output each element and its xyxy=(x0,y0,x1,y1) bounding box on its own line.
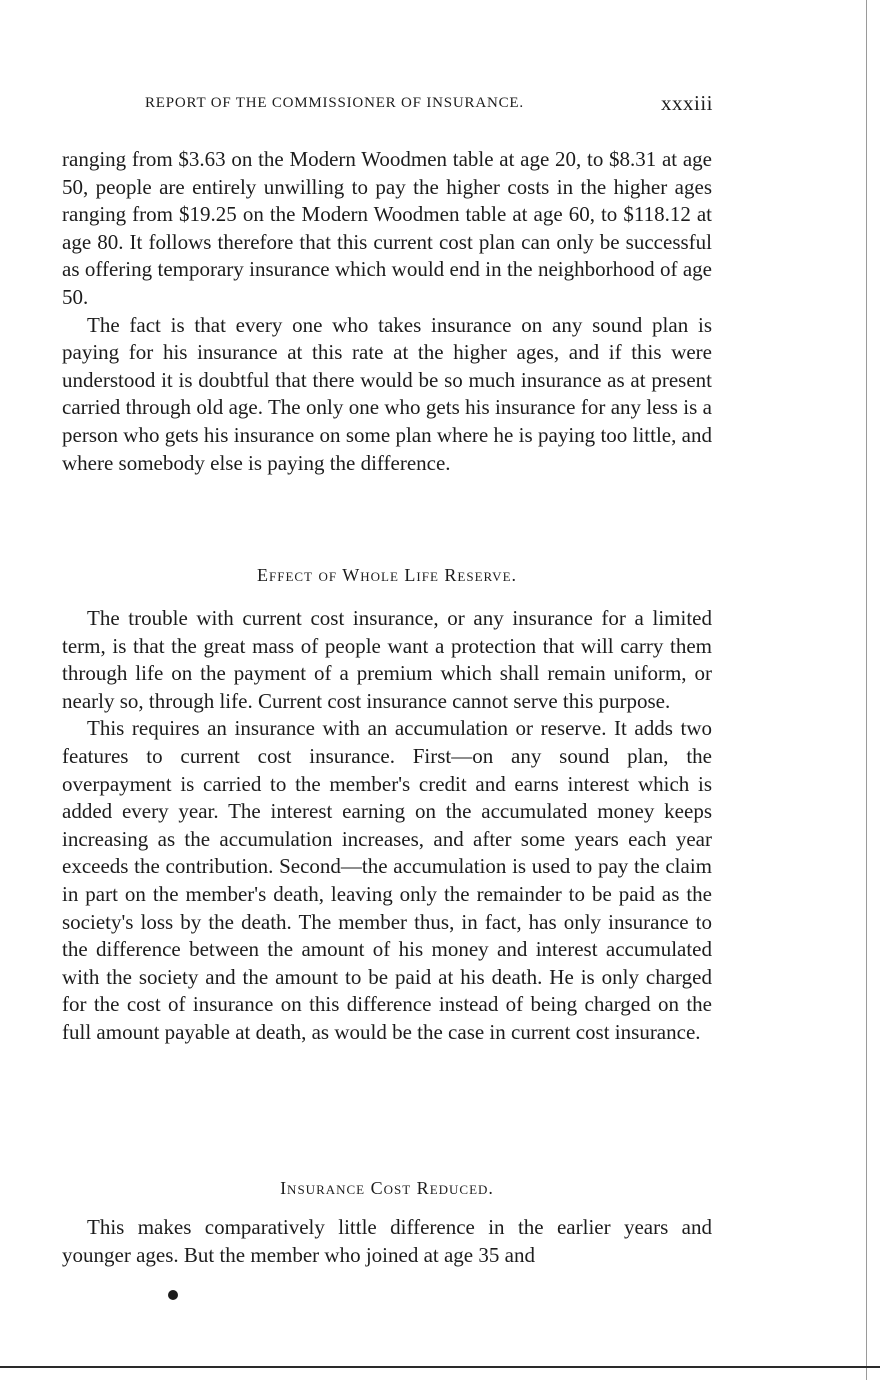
running-head xyxy=(145,91,713,119)
page-edge-line xyxy=(866,0,867,1380)
page-bottom-rule xyxy=(0,1366,880,1368)
section-heading: Insurance Cost Reduced. xyxy=(280,1178,494,1198)
text-block-opening xyxy=(62,146,712,477)
paragraph: The fact is that every one who takes insurance on any sound plan is paying for his insurance at this rate at the higher ages, and if this were understood it is doubtful that there would be so much insurance as at present carried through old age. The only one who gets his insurance for any less is a person who gets his insurance on some plan where he is paying too little, and where somebody else is paying the difference. xyxy=(62,312,712,475)
text-block-cost-reduced xyxy=(62,1214,712,1269)
signature-mark xyxy=(168,1290,178,1300)
paragraph: This makes comparatively little difference in the earlier years and younger ages. But the member who joined at age 35 and xyxy=(62,1215,712,1267)
paragraph: This requires an insurance with an accumulation or reserve. It adds two features to current cost insurance. First—on any sound plan, the overpayment is carried to the member's credit and earns interest which is added every year. The interest earning on the accumulated money keeps increasing as the accumulation increases, and after some years each year exceeds the contribution. Second—the accumulation is used to pay the claim in part on the member's death, leaving only the remainder to be paid as the society's loss by the death. The member thus, in fact, has only insurance to the difference between the amount of his money and interest accumulated with the society and the amount to be paid at his death. He is only charged for the cost of insurance on this difference instead of being charged on the full amount payable at death, as would be the case in current cost insurance. xyxy=(62,716,712,1044)
paragraph-continued: ranging from $3.63 on the Modern Woodmen table at age 20, to $8.31 at age 50, people are entirely unwilling to pay the higher costs in the higher ages ranging from $19.25 on the Modern Woodmen table at age 60, to $118.12 at age 80. It follows therefore that this current cost plan can only be successful as offering temporary insurance which would end in the neighborhood of age 50. xyxy=(62,147,712,309)
page-number: xxxiii xyxy=(660,91,713,115)
text-block-whole-life-reserve xyxy=(62,605,712,1047)
running-title: REPORT OF THE COMMISSIONER OF INSURANCE. xyxy=(145,95,524,111)
section-heading: Effect of Whole Life Reserve. xyxy=(256,565,518,585)
paragraph: The trouble with current cost insurance, or any insurance for a limited term, is that the great mass of people want a protection that will carry them through life on the payment of a premium which shall remain uniform, or nearly so, through life. Current cost insurance cannot serve this purpose. xyxy=(62,606,712,713)
